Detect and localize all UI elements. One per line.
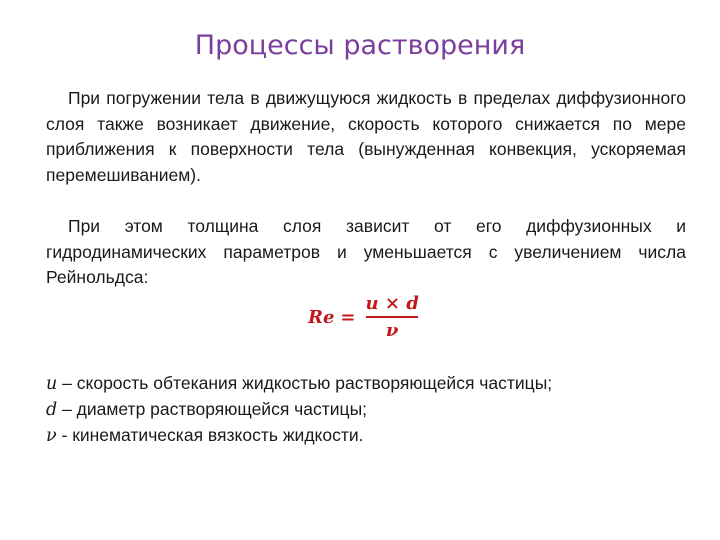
definition-symbol: u — [46, 374, 58, 394]
formula-fraction — [362, 293, 423, 341]
definition-symbol: ν — [46, 426, 57, 446]
definition-text: – скорость обтекания жидкостью растворяющейся частицы; — [57, 373, 553, 393]
paragraph-diffusion-layer: При погружении тела в движущуюся жидкость в пределах диффузионного слоя также возникает движение, скорость которого снижается по мере приближения к поверхности тела (вынужденная конвекция, ускоряемая перемешиванием). — [46, 88, 686, 185]
formula-denominator: ν — [385, 319, 399, 341]
definition-symbol: d — [46, 400, 58, 420]
formula-numerator: u × d — [365, 293, 419, 315]
definition-item — [46, 422, 686, 448]
slide-title: Процессы растворения — [194, 30, 526, 61]
definition-text: – диаметр растворяющейся частицы; — [57, 399, 368, 419]
definitions-list — [46, 370, 686, 448]
definition-item — [46, 370, 686, 396]
paragraph-reynolds: При этом толщина слоя зависит от его диффузионных и гидродинамических параметров и уменьшается с увеличением числа Рейнольдса: — [46, 216, 686, 287]
definition-item — [46, 396, 686, 422]
formula-equals: = — [340, 306, 356, 328]
definition-text: - кинематическая вязкость жидкости. — [56, 425, 364, 445]
reynolds-formula — [308, 292, 423, 342]
formula-lhs: Re — [308, 306, 335, 328]
